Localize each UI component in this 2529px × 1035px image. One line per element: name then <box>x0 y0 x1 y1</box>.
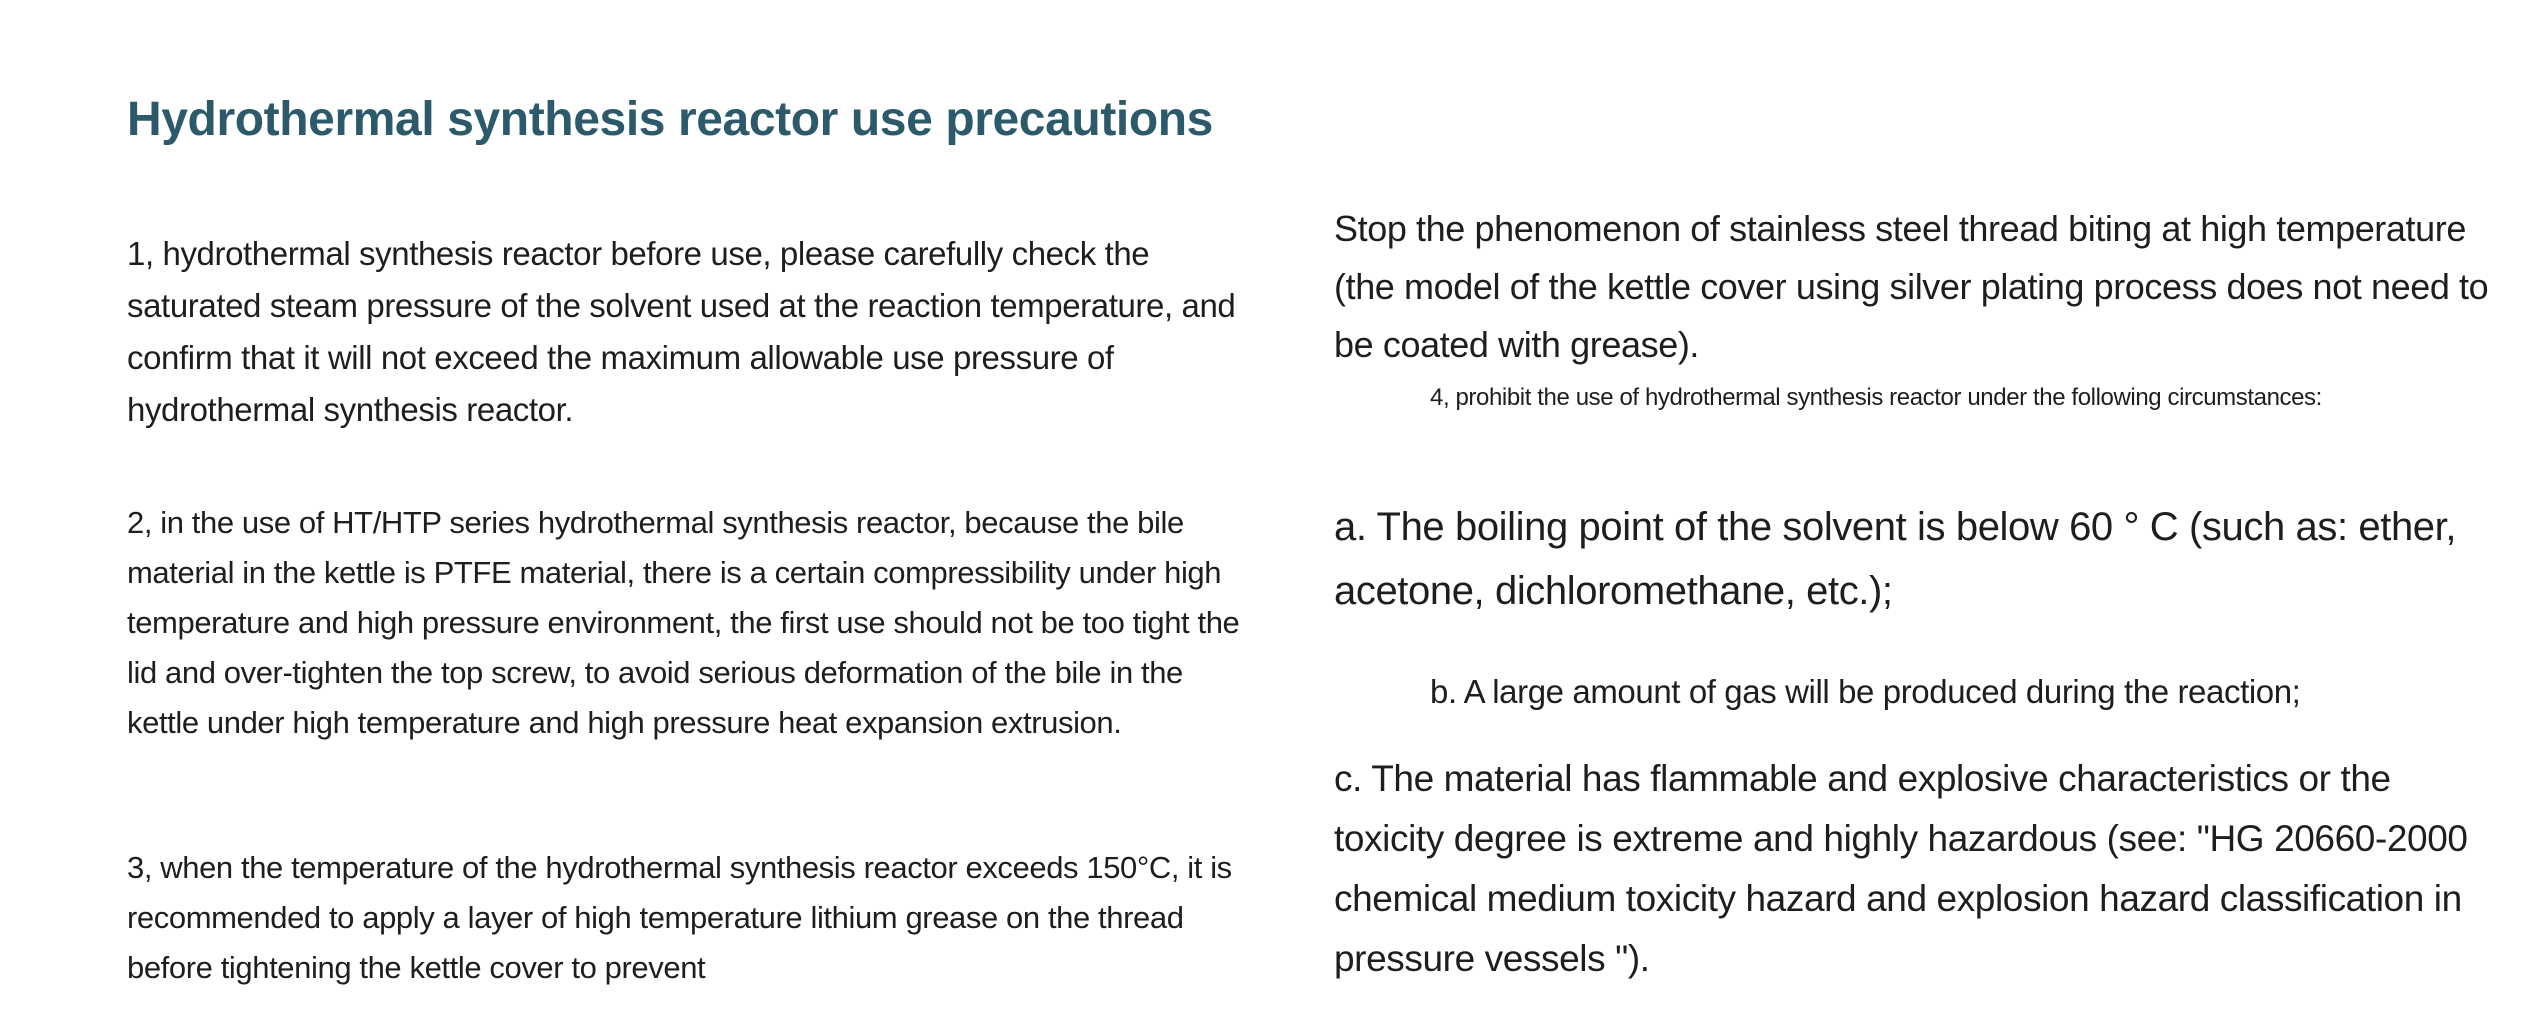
page-title: Hydrothermal synthesis reactor use precautions <box>127 93 1213 147</box>
paragraph-1: 1, hydrothermal synthesis reactor before use, please carefully check the saturated steam pressure of the solvent used at the reaction temperature, and confirm that it will not exceed the maximum allowable use pressure of hydrothermal synthesis reactor. <box>127 235 1236 428</box>
list-item-c: c. The material has flammable and explosive characteristics or the toxicity degree is extreme and highly hazardous (see: "HG 20660-2000 chemical medium toxicity hazard and explosion hazard classification in pressure vessels "). <box>1334 758 2468 979</box>
paragraph-4: 4, prohibit the use of hydrothermal synthesis reactor under the following circumstances: <box>1430 384 2322 411</box>
list-item-a: a. The boiling point of the solvent is below 60 ° C (such as: ether, acetone, dichloromethane, etc.); <box>1334 505 2457 613</box>
paragraph-3: 3, when the temperature of the hydrothermal synthesis reactor exceeds 150°C, it is recommended to apply a layer of high temperature lithium grease on the thread before tightening the kettle cover to prevent <box>127 850 1232 985</box>
paragraph-3-continuation: Stop the phenomenon of stainless steel thread biting at high temperature (the model of the kettle cover using silver plating process does not need to be coated with grease). <box>1334 208 2489 365</box>
list-item-b: b. A large amount of gas will be produced during the reaction; <box>1430 673 2301 710</box>
paragraph-2: 2, in the use of HT/HTP series hydrothermal synthesis reactor, because the bile material in the kettle is PTFE material, there is a certain compressibility under high temperature and high pressure environment, the first use should not be too tight the lid and over-tighten the top screw, to avoid serious deformation of the bile in the kettle under high temperature and high pressure heat expansion extrusion. <box>127 505 1240 740</box>
